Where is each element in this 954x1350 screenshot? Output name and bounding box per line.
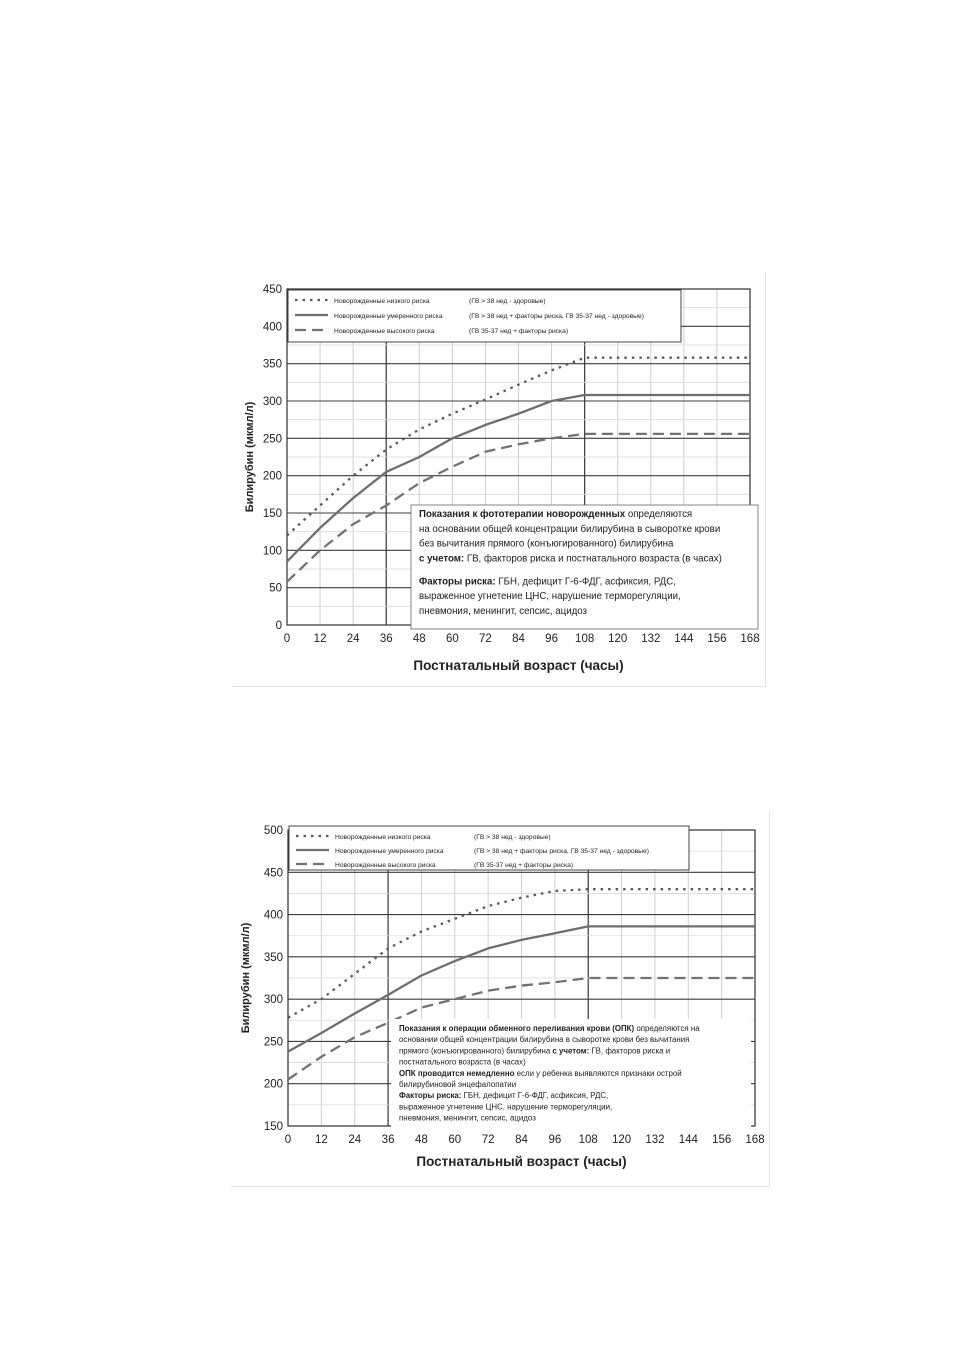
y-tick-label: 500 (263, 825, 283, 837)
x-tick-label: 144 (678, 1134, 698, 1146)
annotation-segment: на основании общей концентрации билирубина в сыворотке крови (419, 523, 721, 535)
y-tick-label: 250 (262, 433, 282, 446)
x-tick-label: 168 (745, 1134, 765, 1146)
y-tick-label: 400 (262, 321, 282, 334)
annotation-line (419, 539, 674, 550)
x-tick-label: 48 (415, 1134, 428, 1146)
x-tick-label: 72 (481, 1134, 495, 1146)
annotation-segment: выраженное угнетение ЦНС, нарушение терморегуляции, (399, 1102, 613, 1112)
x-tick-label: 60 (445, 633, 459, 645)
annotation-segment: пневмония, менингит, сепсис, ацидоз (399, 1113, 536, 1123)
x-tick-label: 132 (645, 1134, 665, 1146)
annotation-line (399, 1046, 670, 1055)
x-tick-label: 36 (379, 633, 393, 645)
annotation-segment: ГВ, факторов риска и постнатального возраста (в часах) (464, 553, 722, 565)
annotation-segment: выраженное угнетение ЦНС, нарушение терморегуляции, (419, 591, 681, 603)
annotation-segment: постнатального возраста (в часах) (399, 1057, 526, 1067)
annotation-line (399, 1058, 526, 1067)
legend-entry-note: (ГВ 35-37 нед + факторы риска) (469, 328, 569, 335)
x-axis-label: Постнатальный возраст (часы) (416, 1154, 627, 1169)
x-tick-label: 108 (575, 633, 595, 645)
x-tick-label: 168 (740, 633, 760, 645)
annotation-segment: если у ребенка выявляются признаки острой (514, 1068, 682, 1078)
x-tick-label: 96 (545, 633, 558, 645)
annotation-segment: определяются (625, 509, 693, 520)
y-tick-label: 150 (263, 1121, 283, 1133)
phototherapy-chart-svg (233, 272, 765, 686)
y-tick-label: 300 (262, 396, 282, 408)
legend-entry-note: (ГВ > 38 нед - здоровые) (469, 298, 546, 305)
legend-entry-name: Новорожденные низкого риска (335, 834, 431, 841)
annotation-line (419, 591, 681, 602)
annotation-line (399, 1024, 700, 1033)
y-tick-label: 250 (263, 1036, 283, 1049)
y-tick-label: 200 (262, 470, 282, 483)
y-tick-label: 0 (275, 620, 282, 632)
annotation-segment: Факторы риска: (419, 576, 496, 588)
x-tick-label: 108 (578, 1134, 598, 1146)
annotation-segment: определяются на (634, 1024, 700, 1033)
annotation-line (399, 1091, 608, 1100)
annotation-line (419, 606, 588, 617)
exchange-transfusion-chart (231, 812, 770, 1187)
x-tick-label: 84 (512, 633, 525, 645)
legend-entry-note: (ГВ > 38 нед + факторы риска, ГВ 35-37 нед - здоровые) (469, 313, 644, 320)
x-tick-label: 24 (348, 1134, 362, 1146)
annotation-segment: билирубиновой энцефалопатии (399, 1080, 517, 1089)
x-tick-label: 120 (611, 1134, 632, 1146)
legend-entry-note: (ГВ > 38 нед - здоровые) (474, 834, 551, 841)
annotation-segment: Показания к операции обменного переливания крови (ОПК) (399, 1024, 635, 1033)
y-tick-label: 350 (262, 358, 282, 371)
annotation-segment: прямого (конъюгированного) билирубина (399, 1046, 553, 1056)
y-tick-label: 50 (269, 582, 282, 595)
annotation-line (419, 576, 676, 587)
y-tick-label: 300 (263, 994, 283, 1007)
x-tick-label: 24 (346, 633, 360, 645)
x-tick-label: 156 (712, 1134, 732, 1146)
annotation-line (399, 1069, 682, 1078)
legend-entry-name: Новорожденные высокого риска (335, 862, 436, 869)
x-axis-label: Постнатальный возраст (часы) (413, 658, 624, 673)
y-tick-label: 400 (263, 909, 283, 922)
annotation-segment: Факторы риска: (399, 1091, 462, 1101)
annotation-segment: без вычитания прямого (конъюгированного) билирубина (419, 538, 674, 550)
annotation-segment: с учетом: (552, 1046, 590, 1056)
annotation-line (419, 553, 722, 564)
annotation-line (419, 509, 692, 520)
legend-entry-name: Новорожденные умеренного риска (335, 848, 444, 855)
annotation-segment: ОПК проводится немедленно (399, 1068, 515, 1078)
annotation-segment: ГВ, факторов риска и (589, 1046, 671, 1056)
x-tick-label: 12 (313, 633, 327, 645)
x-tick-label: 120 (608, 633, 628, 645)
legend-entry-name: Новорожденные высокого риска (334, 328, 435, 335)
x-tick-label: 84 (515, 1134, 528, 1146)
y-tick-label: 200 (263, 1078, 283, 1091)
annotation-segment: пневмония, менингит, сепсис, ацидоз (419, 605, 587, 617)
y-axis-label: Билирубин (мкмл/л) (240, 922, 252, 1034)
x-tick-label: 96 (548, 1134, 562, 1146)
y-tick-label: 100 (262, 545, 282, 558)
annotation-segment: основании общей концентрации билирубина в сыворотке крови без вычитания (399, 1035, 690, 1045)
annotation-line (399, 1114, 536, 1123)
x-tick-label: 132 (641, 633, 661, 645)
x-tick-label: 0 (283, 633, 291, 645)
y-tick-label: 350 (263, 951, 283, 964)
x-tick-label: 156 (707, 633, 727, 645)
annotation-segment: ГБН, дефицит Г-6-ФДГ, асфиксия, РДС, (495, 576, 676, 588)
legend-entry-note: (ГВ 35-37 нед + факторы риска) (474, 862, 574, 869)
y-tick-label: 450 (263, 867, 283, 880)
phototherapy-chart (233, 272, 766, 687)
x-tick-label: 60 (448, 1134, 462, 1146)
annotation-line (399, 1102, 612, 1111)
x-tick-label: 144 (674, 633, 694, 645)
legend-entry-name: Новорожденные умеренного риска (334, 313, 443, 320)
x-tick-label: 36 (381, 1134, 395, 1146)
annotation-segment: Показания к фототерапии новорожденных (419, 509, 626, 520)
legend-entry-note: (ГВ > 38 нед + факторы риска, ГВ 35-37 нед - здоровые) (474, 848, 649, 855)
x-tick-label: 12 (314, 1134, 328, 1146)
y-tick-label: 450 (262, 284, 282, 296)
x-tick-label: 48 (412, 633, 426, 645)
x-tick-label: 0 (284, 1134, 292, 1146)
annotation-segment: с учетом: (419, 553, 465, 565)
y-tick-label: 150 (262, 508, 282, 520)
x-tick-label: 72 (479, 633, 492, 645)
annotation-line (399, 1080, 516, 1089)
annotation-line (419, 524, 720, 535)
y-axis-label: Билирубин (мкмл/л) (244, 401, 256, 513)
exchange-transfusion-chart-svg (231, 812, 769, 1186)
annotation-segment: ГБН, дефицит Г-6-ФДГ, асфиксия, РДС, (461, 1091, 609, 1101)
annotation-line (399, 1035, 689, 1044)
legend-entry-name: Новорожденные низкого риска (334, 298, 430, 305)
